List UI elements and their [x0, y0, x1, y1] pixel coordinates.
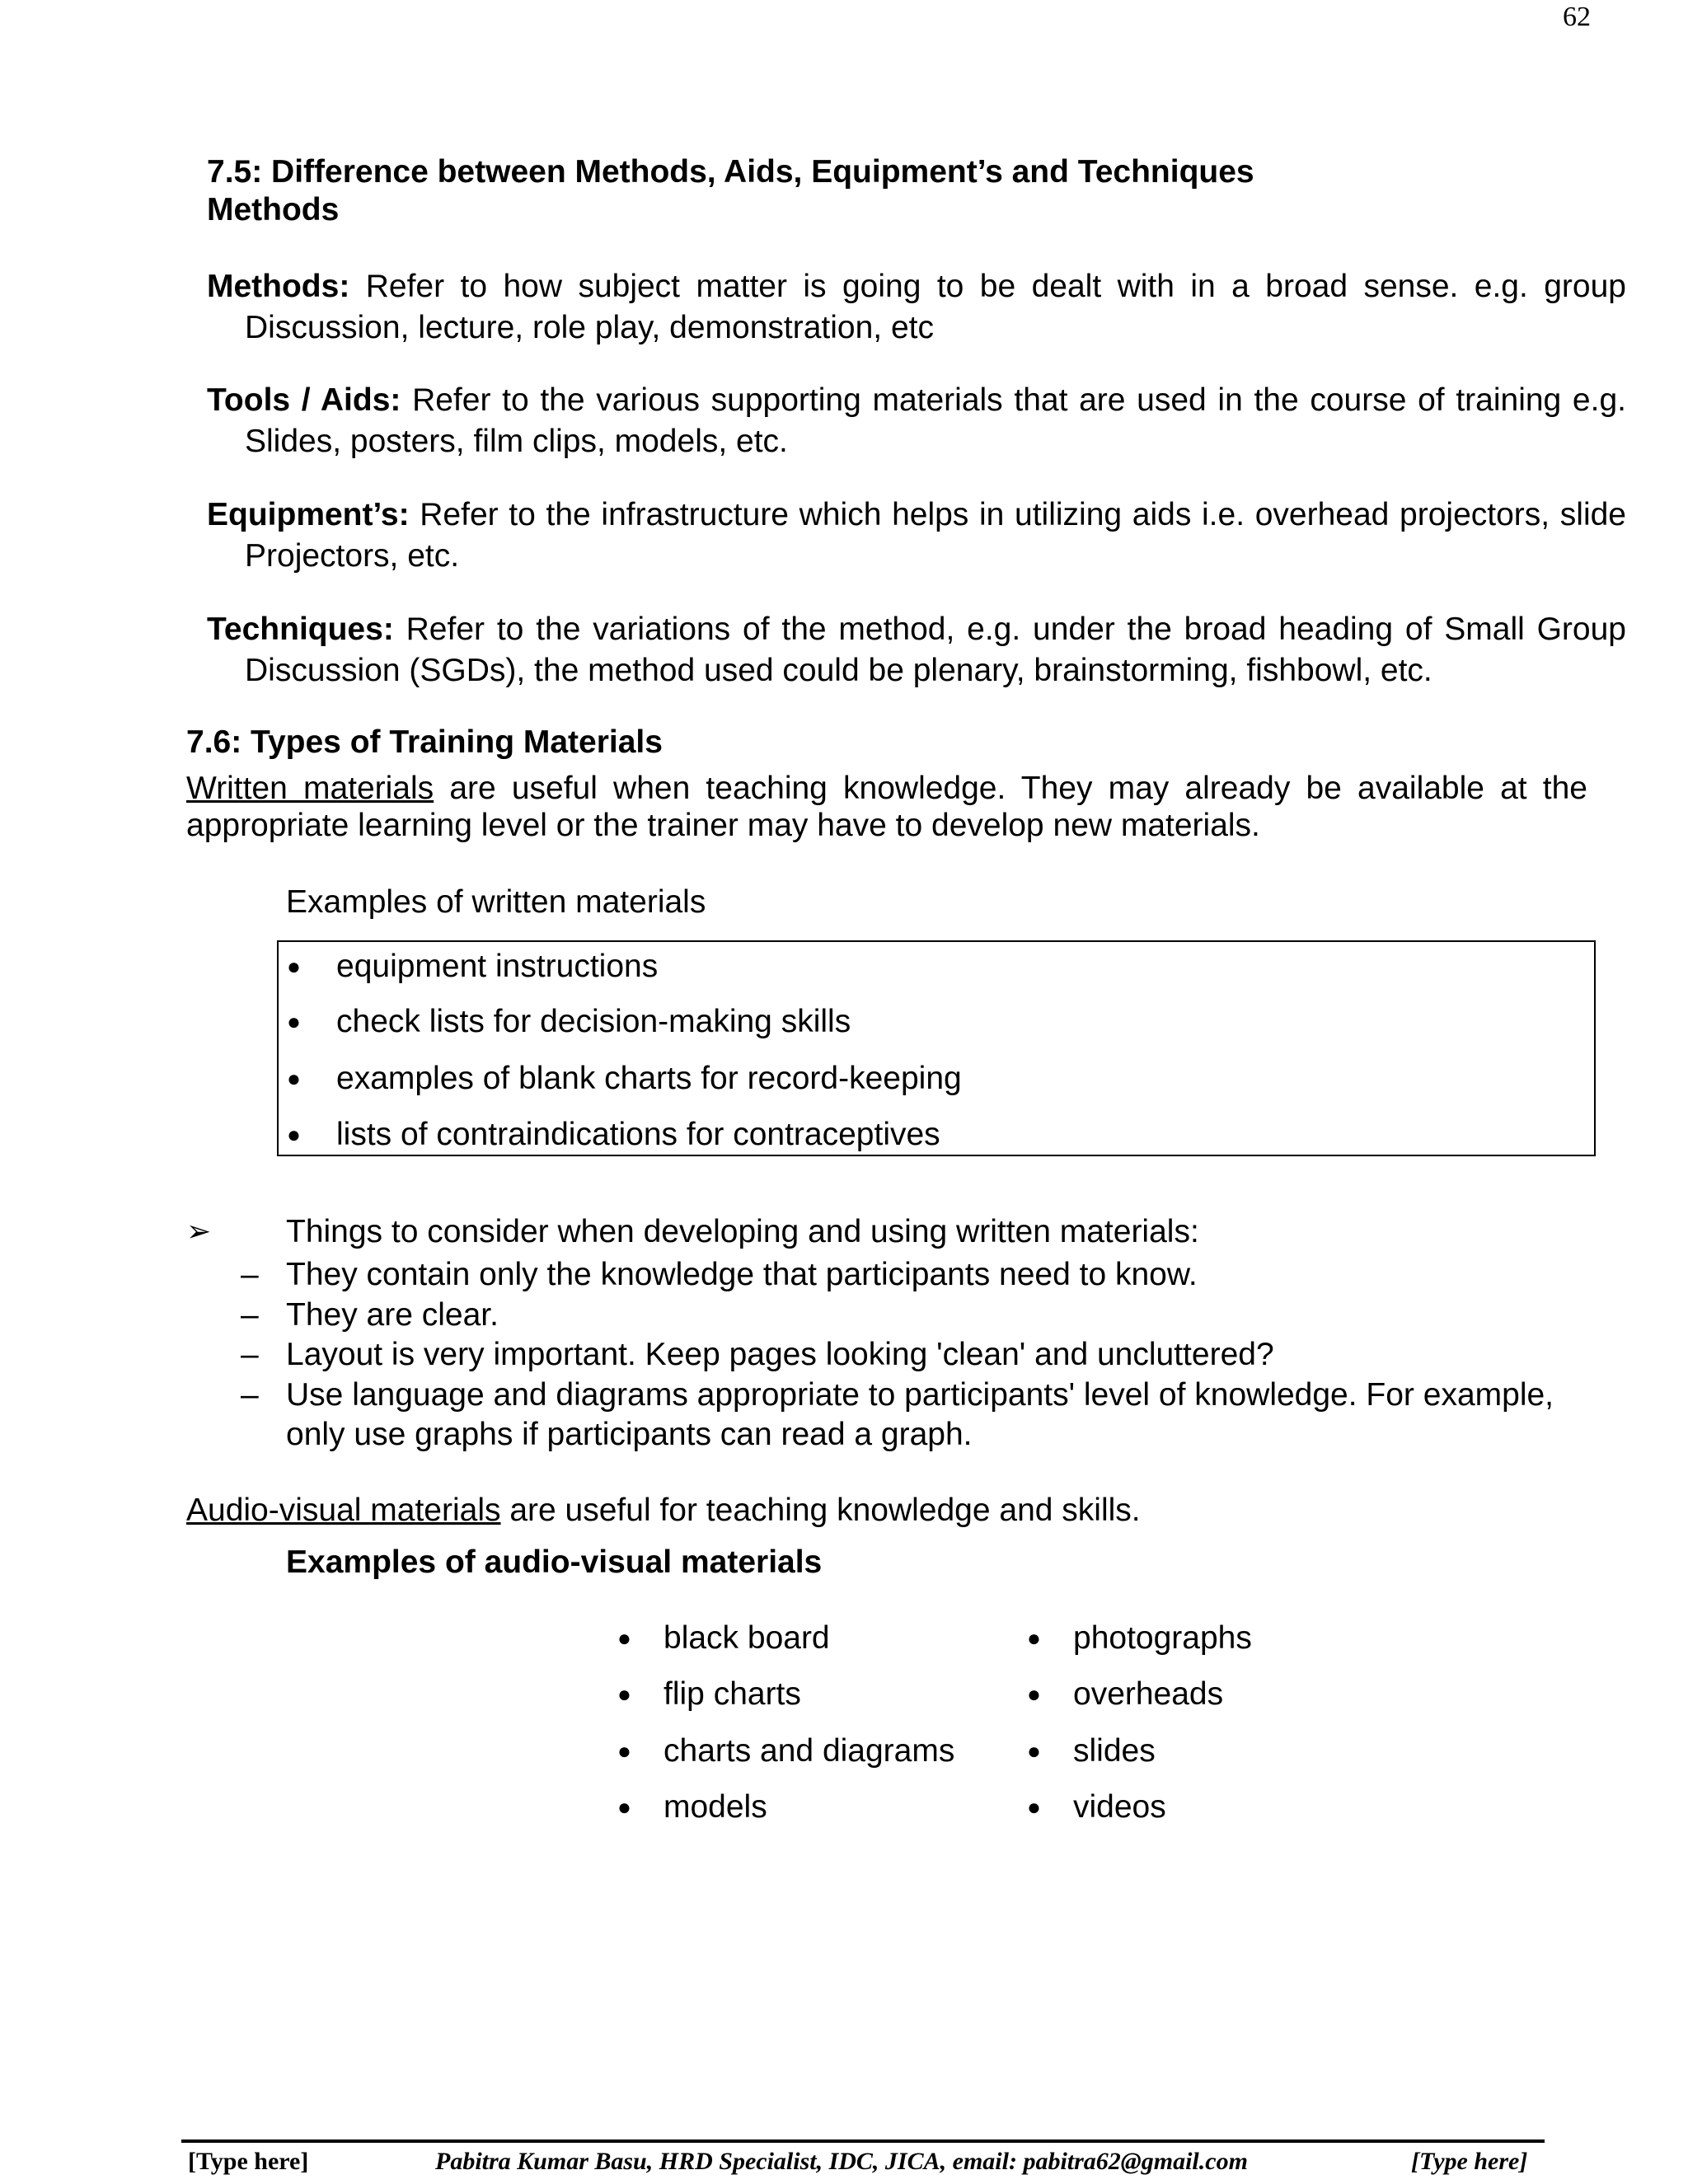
- bullet-icon: ●: [287, 954, 301, 979]
- written-materials-term: Written materials: [186, 771, 434, 806]
- bullet-icon: ●: [617, 1738, 631, 1764]
- term-equipments: Equipment’s:: [207, 497, 410, 532]
- written-materials-paragraph: [186, 770, 1587, 844]
- footer-center: Pabitra Kumar Basu, HRD Specialist, IDC, JICA, email: pabitra62@gmail.com: [435, 2148, 1248, 2175]
- bullet-icon: ●: [287, 1009, 301, 1034]
- footer-rule: [181, 2139, 1545, 2143]
- bullet-icon: ●: [617, 1681, 631, 1707]
- examples-written-label: Examples of written materials: [286, 884, 706, 920]
- list-item: – Use language and diagrams appropriate to participants' level of knowledge. For example, only use graphs if participants can read a graph.: [241, 1376, 1554, 1452]
- footer-left: [Type here]: [188, 2148, 309, 2175]
- definition-equipments: [207, 494, 1626, 577]
- list-item: – They contain only the knowledge that participants need to know.: [186, 1255, 1587, 1296]
- written-materials-text: are useful when teaching knowledge. They may already be available at the appropriate learning level or the trainer may have to develop new materials.: [186, 771, 1587, 843]
- section-7-5-subtitle: Methods: [207, 192, 340, 227]
- dash-icon: –: [241, 1337, 259, 1372]
- term-tools-aids: Tools / Aids:: [207, 382, 401, 418]
- definition-equipments-text: Refer to the infrastructure which helps in utilizing aids i.e. overhead projectors, slide Projectors, etc.: [245, 497, 1626, 574]
- definition-tools-aids-text: Refer to the various supporting materials that are used in the course of training e.g. Slides, posters, film clips, models, etc.: [245, 382, 1626, 459]
- dash-icon: –: [241, 1257, 259, 1292]
- term-techniques: Techniques:: [207, 612, 394, 647]
- bullet-icon: ●: [1027, 1625, 1041, 1651]
- audio-visual-term: Audio-visual materials: [186, 1493, 501, 1528]
- bullet-icon: ●: [617, 1625, 631, 1651]
- dash-icon: –: [241, 1296, 259, 1333]
- footer-right: [Type here]: [1411, 2148, 1528, 2175]
- audio-visual-paragraph: [186, 1492, 1587, 1529]
- considerations-list: [186, 1255, 1587, 1455]
- dash-icon: –: [241, 1376, 259, 1413]
- section-7-6-title: 7.6: Types of Training Materials: [186, 724, 663, 760]
- list-item: – They are clear.: [186, 1296, 1587, 1336]
- bullet-icon: ●: [1027, 1794, 1041, 1820]
- definition-methods-text: Refer to how subject matter is going to be dealt with in a broad sense. e.g. group Discussion, lecture, role play, demonstration, etc: [245, 269, 1626, 345]
- bullet-icon: ●: [1027, 1738, 1041, 1764]
- section-7-5-title: 7.5: Difference between Methods, Aids, Equipment’s and Techniques: [207, 154, 1254, 190]
- examples-av-label: Examples of audio-visual materials: [286, 1544, 823, 1580]
- list-item: – Layout is very important. Keep pages looking 'clean' and uncluttered?: [186, 1335, 1587, 1376]
- arrow-bullet-icon: ➢: [186, 1214, 212, 1248]
- definition-methods: [207, 266, 1626, 349]
- audio-visual-text: are useful for teaching knowledge and skills.: [500, 1493, 1141, 1528]
- page-number: 62: [1563, 2, 1591, 32]
- bullet-icon: ●: [617, 1794, 631, 1820]
- definition-tools-aids: [207, 380, 1626, 462]
- written-examples-box: ● equipment instructions ● check lists for decision-making skills ● examples of blank charts for record-keeping ● lists of contraindications for contraceptives: [277, 940, 1596, 1156]
- definition-techniques: [207, 609, 1626, 691]
- term-methods: Methods:: [207, 269, 350, 304]
- bullet-icon: ●: [287, 1122, 301, 1147]
- considerations-title: Things to consider when developing and using written materials:: [286, 1214, 1199, 1249]
- definition-techniques-text: Refer to the variations of the method, e.g. under the broad heading of Small Group Discussion (SGDs), the method used could be plenary, brainstorming, fishbowl, etc.: [245, 612, 1626, 688]
- bullet-icon: ●: [287, 1066, 301, 1091]
- bullet-icon: ●: [1027, 1681, 1041, 1707]
